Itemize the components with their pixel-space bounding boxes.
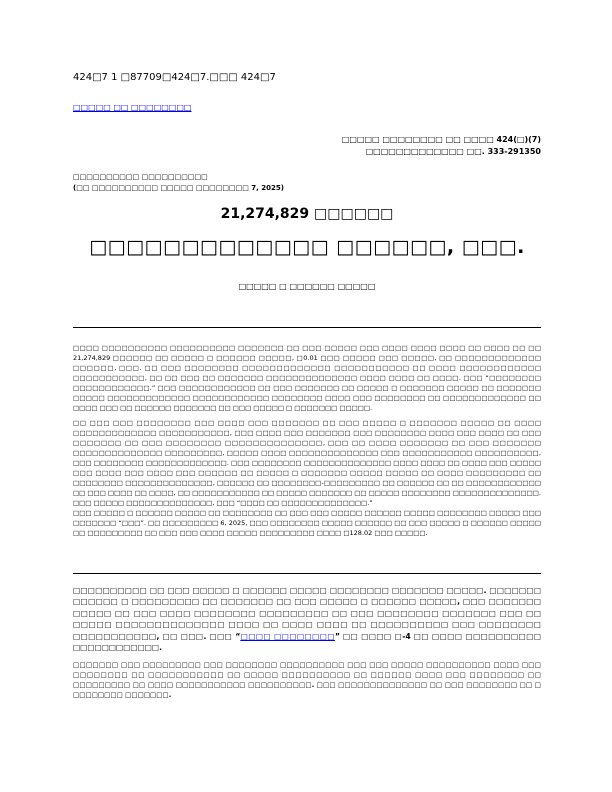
body-paragraph: □□ □□□ □□□ □□□□□□□□ □□□ □□□□ □□□ □□□□□□□ □□ □□□ □□□□□ □ □□□□□□□ □□□□□ □□ □□□□ □□□□□□□□□□□□□ □□□□□□□□□□□, □□□ □□□□ □□□ □□□□□□□ □□□ □□□□□□□□ □□□□ □□□ □□□□ □□ □□□ □□□□□□□ □□ □□□ □□□□□□□□ □□□□□□□□□□□□□□, □□□ □□ □□□□ □□□□□□□ □□ □□□ □□□□□□□ □□□□□□□□□□□□□□ □□□□□□□□□, □□□□□ □□□□ □□□□□□□□□□□□□□ □□□ □□□□□□□□□□□ □□□□□□□□□□, □□□ □□□□□□□□ □□□□□□□□□□□□□. □□□ □□□□□□□□ □□□□□□□□□□□□□□ □□□□ □□□□ □□ □□□□ □□□ □□□□□ □□□ □□□□ □□□ □□□□ □□□ □□□□□□ □□ □□□□□ □ □□□□□□□ □□□□□ □□□□□ □□ □□□□ □□□□□□□□□ □□ □□□□□□□□ □□□□□□□□□□□□□□, □□□□□□ □□ □□□□□□□□-□□□□□□□□□ □□ □□□□□□ □□ □□ □□□□□□□□□□□□ □□ □□□ □□□□ □□ □□□□, □□ □□□□□□□□□□□ □□ □□□□□ □□□□□□□ □□ □□□□□ □□□□□□□□ □□□□□□□□□□□□□□. □□□ □□□□□ □□□□□□□□□□□□□□, □□□ “□□□□ □□ □□□□□□□□□□□□□□.” [73,419,541,507]
document-id: 424□7 1 □87709□424□7.□□□ 424□7 [73,72,276,83]
filing-rule: □□□□□ □□□□□□□□ □□ □□□□ 424(□)(7) [341,135,541,144]
table-of-contents-link[interactable]: □□□□□ □□ □□□□□□□□ [73,103,192,112]
share-count: 21,274,829 □□□□□□ [220,206,394,222]
body-paragraph: □□□□ □□□□□□□□□□ □□□□□□□□□□ □□□□□□□ □□ □□□ □□□□□ □□□ □□□□ □□□□ □□□□ □□ □□□□ □□ □□ 21,274,829 □□□□□□ □□ □□□□□ □ □□□□□□ □□□□□, □0.01 □□□ □□□□□ □□□ □□□□□, □□ □□□□□□□□□□□□□ □□□□□□, □□□. □□ □□□ □□□□□□□□ □□□□□□□□□□□□□ □□□□□□□□□□□ □□ □□□□ □□□□□□□□□□□□ □□□□□□□□□□□, □□ □□ □□□ □□ □□□□□□□ □□□□□□□□□□□□□□ □□□□ □□□□ □□ □□□□. □□□ “□□□□□□□□ □□□□□□□□□□□□.” □□□ □□□□□□□□□□□□ □□ □□□ □□□□□□□ □□ □□□□□ □ □□□□□□□ □□□□□ □□ □□□□□□□ □□□□□ □□□□□□□□□□□□□ □□□□□□□□□□□□ □□□□□□□□ □□□□ □□□ □□□□□□□□ □□ □□□□□□□□□□□□□ □□ □□□□ □□□ □□ □□□□□□ □□□□□□□ □□ □□□ □□□□□ □ □□□□□□□ □□□□□. [73,344,541,412]
risk-factors-link[interactable]: □□□□ □□□□□□□□ [240,631,335,641]
divider [73,327,541,328]
sec-disclaimer: □□□□□□□ □□□ □□□□□□□□□ □□□ □□□□□□□□ □□□□□□□□□□ □□□ □□□ □□□□□ □□□□□□□□□□ □□□□ □□□ □□□□□□□□ □□ □□□□□□□□□□□ □□ □□□□□ □□□□□□□□□□ □□ □□□□□□ □□□□ □□□ □□□□□□□□ □□ □□□□□□□□□ □□ □□□□ □□□□□□□□□□□ □□□□□□□□□□. □□□ □□□□□□□□□□□□□□ □□ □□□ □□□□□□□□ □□ □ □□□□□□□□ □□□□□□□. [73,661,541,699]
risk-factors-notice [73,585,541,653]
body-paragraph: □□□ □□□□□ □ □□□□□□ □□□□□ □□ □□□□□□□□ □□ □□□ □□□ □□□□□ □□□□□□ □□□□□ □□□□□□□□ □□□□□ □□□ □□□□□□□ “□□□”. □□ □□□□□□□□□ 6, 2025, □□□ □□□□□□□□ □□□□□ □□□□□□ □□ □□□ □□□□□ □ □□□□□□ □□□□□ □□ □□□□□□□□□ □□ □□□ □□□ □□□□ □□□□□ □□□□□□□□□ □□□□ □128.02 □□□ □□□□□. [73,509,541,537]
prospectus-heading [73,172,284,194]
risk-text: □□□□□□□□□□ □□ □□□ □□□□□ □ □□□□□□ □□□□□ □□□□□□□□ □□□□□□□ □□□□□. □□□□□□□ □□□□□□ □ □□□□□□□□□ □□ □□□□□□□ □□ □□□ □□□□□ □ □□□□□□ □□□□□, □□□ □□□□□□□ □□□□□ □□ □□□ □□□□ □□□□□□□□ □□□□□□□□□ □□ □□□ □□□□□□□□ □□□□□□□ □□□ □□ □□□□□ □□□□□□□□□□□□□□ □□□□ □□ □□□□ □□□□ □□ □□□□□□□□□□ □□□ □□□□□□□□ □□□□□□□□□□□, □□ □□□. □□□ “ [73,586,541,641]
security-class: □□□□□ □ □□□□□□ □□□□□ [238,282,376,291]
company-name: □□□□□□□□□□□□□ □□□□□□, □□□. [89,236,525,258]
prospectus-date: (□□ □□□□□□□□□□ □□□□□ □□□□□□□□ 7, 2025) [73,184,284,192]
divider [73,573,541,574]
prospectus-title: □□□□□□□□□□ □□□□□□□□□□ [73,173,208,181]
registration-number: □□□□□□□□□□□□□ □□. 333-291350 [365,147,541,156]
filing-info [342,134,541,158]
risk-text: ” □□ □□□□ □-4 □□ □□□□ □□□□□□□□□□ □□□□□□□□□□□□. [73,631,541,653]
